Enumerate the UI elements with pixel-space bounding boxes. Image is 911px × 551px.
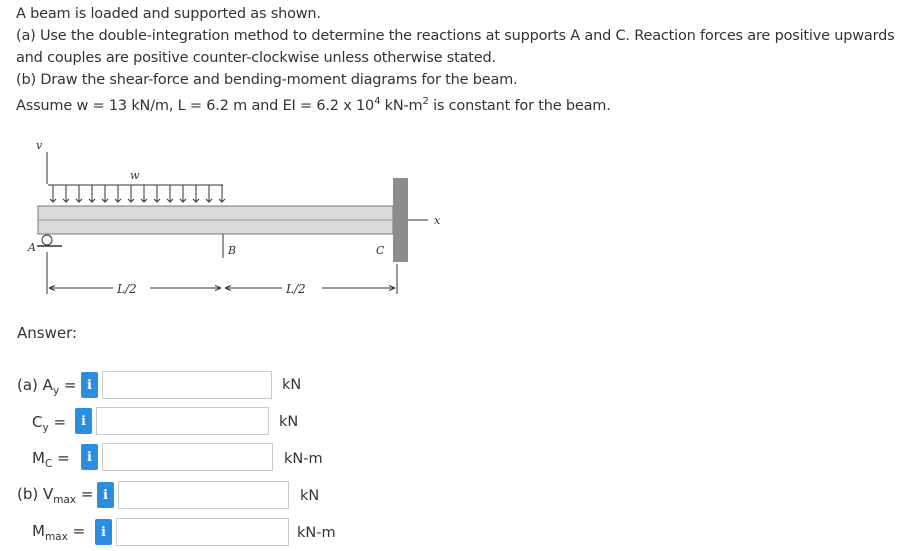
point-b-label: B [228, 244, 237, 257]
problem-line-4-mid: kN-m [380, 97, 423, 114]
mmax-unit: kN-m [297, 525, 336, 541]
cy-unit: kN [279, 414, 299, 430]
cy-label: $C_y$ = [32, 413, 67, 434]
mc-unit: kN-m [284, 451, 323, 467]
x-axis-label: x [434, 214, 441, 227]
vmax-label: (b) $V_{max}$ = [17, 485, 94, 506]
support-c-label: C [376, 244, 385, 257]
ay-unit: kN [282, 377, 302, 393]
fixed-wall-c [393, 178, 408, 262]
vmax-unit: kN [300, 488, 320, 504]
info-icon[interactable]: i [95, 519, 112, 545]
info-icon[interactable]: i [81, 444, 98, 470]
dimension-label-2: L/2 [286, 282, 306, 296]
pin-support-a [37, 235, 62, 246]
info-icon[interactable]: i [97, 482, 114, 508]
support-a-label: A [28, 241, 36, 254]
mmax-label: $M_{max}$ = [32, 522, 86, 543]
problem-statement [16, 3, 906, 117]
mmax-input[interactable] [116, 518, 289, 546]
info-icon[interactable]: i [81, 372, 98, 398]
mc-input[interactable] [102, 443, 273, 471]
v-axis-label: v [36, 139, 43, 152]
problem-line-1: A beam is loaded and supported as shown. [16, 6, 321, 22]
cy-input[interactable] [96, 407, 269, 435]
problem-line-2: (a) Use the double-integration method to determine the reactions at supports A and C. Reaction forces are positive upwards and couples are positive counter-clockwise unless otherwise stated. [16, 28, 895, 66]
beam-diagram [0, 130, 460, 300]
problem-line-4-prefix: Assume w = 13 kN/m, L = 6.2 m and EI = 6.2 x 10 [16, 97, 375, 114]
exponent-ei: 4 [374, 96, 381, 107]
distributed-load [48, 185, 225, 202]
dimension-label-1: L/2 [117, 282, 137, 296]
load-w-label: w [130, 169, 140, 182]
answer-label: Answer: [17, 324, 78, 342]
problem-line-4-suffix: is constant for the beam. [428, 97, 611, 114]
ay-label: (a) $A_y$ = [17, 376, 77, 397]
mc-label: $M_C$ = [32, 449, 70, 470]
dimension-lines [47, 252, 397, 294]
info-icon[interactable]: i [75, 408, 92, 434]
problem-line-4 [16, 91, 906, 117]
problem-line-3: (b) Draw the shear-force and bending-moment diagrams for the beam. [16, 72, 518, 88]
exponent-m: 2 [422, 96, 429, 107]
ay-input[interactable] [102, 371, 272, 399]
vmax-input[interactable] [118, 481, 289, 509]
